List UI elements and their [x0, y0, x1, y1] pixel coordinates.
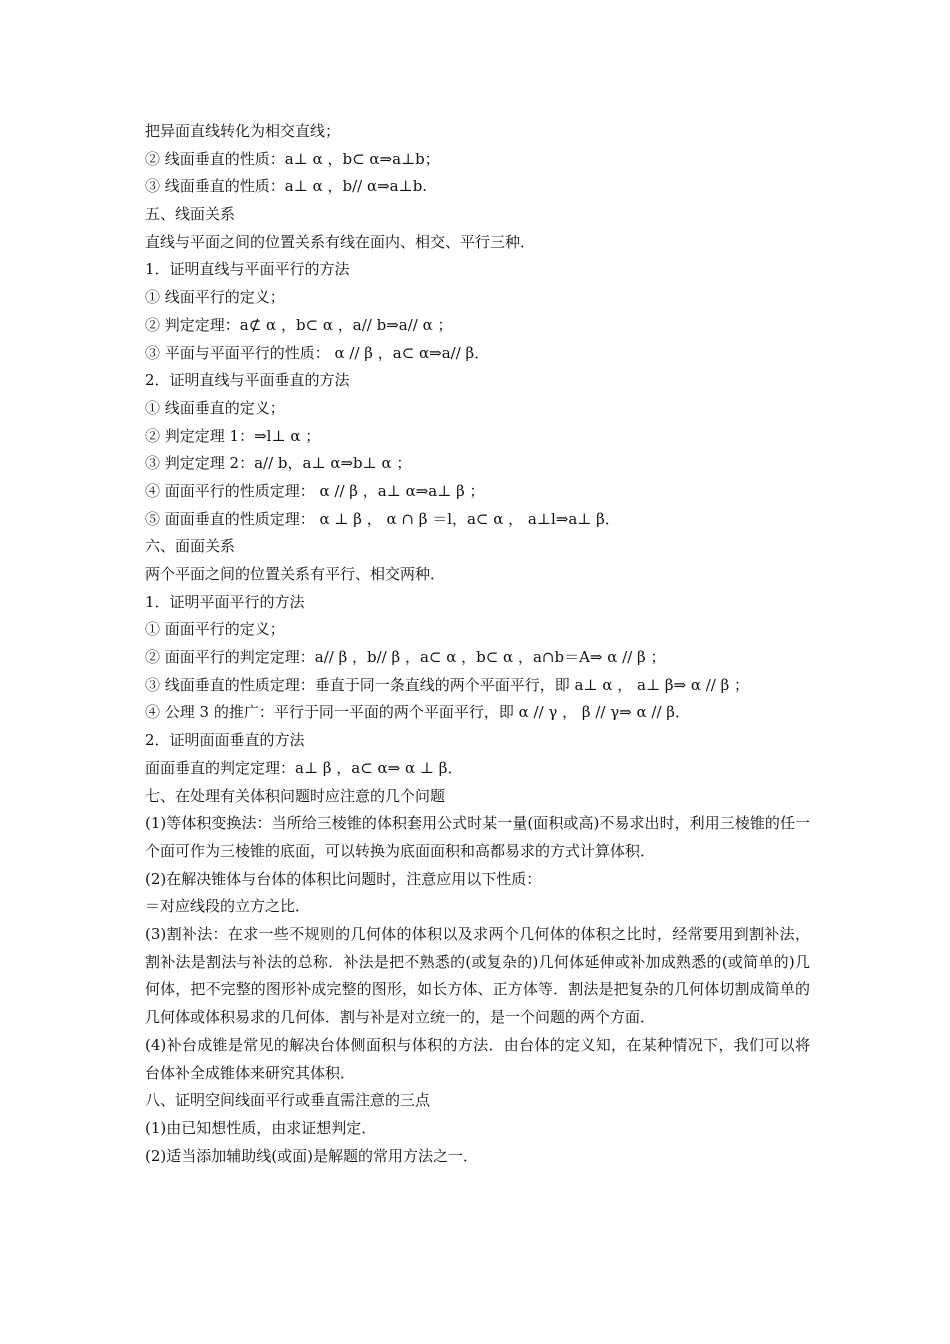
text-line: ① 面面平行的定义； [145, 620, 285, 639]
text-line: ② 线面垂直的性质：a⊥ α ，b⊂ α⇒a⊥b； [145, 149, 440, 168]
section-heading: 七、在处理有关体积问题时应注意的几个问题 [145, 786, 446, 805]
text-line: 直线与平面之间的位置关系有线在面内、相交、平行三种． [145, 232, 536, 251]
subsection-heading: 2．证明直线与平面垂直的方法 [145, 371, 350, 390]
paragraph: ＝对应线段的立方之比． [145, 897, 311, 916]
text-line: ⑤ 面面垂直的性质定理： α ⊥ β ， α ∩ β ＝l，a⊂ α ， a⊥l⇒a⊥ β． [145, 509, 620, 528]
paragraph: (2)适当添加辅助线(或面)是解题的常用方法之一． [145, 1146, 478, 1165]
text-line: ② 判定定理 1：⇒l⊥ α ； [145, 426, 321, 445]
text-line: 把异面直线转化为相交直线； [145, 122, 341, 140]
paragraph: (3)割补法：在求一些不规则的几何体的体积以及求两个几何体的体积之比时，经常要用到割补法，割补法是割法与补法的总称．补法是把不熟悉的(或复杂的)几何体延伸或补加成熟悉的(或简单的)几何体，把不完整的图形补成完整的图形，如长方体、正方体等．割法是把复杂的几何体切割成简单的几何体或体积易求的几何体．割与补是对立统一的，是一个问题的两个方面． [145, 925, 810, 1027]
text-line: ③ 判定定理 2：a// b，a⊥ α⇒b⊥ α ； [145, 454, 412, 473]
subsection-heading: 1．证明直线与平面平行的方法 [145, 260, 350, 279]
paragraph: (4)补台成锥是常见的解决台体侧面积与体积的方法．由台体的定义知，在某种情况下，我们可以将台体补全成锥体来研究其体积． [145, 1035, 810, 1082]
paragraph: (1)由已知想性质，由求证想判定． [145, 1118, 377, 1137]
subsection-heading: 1．证明平面平行的方法 [145, 592, 305, 611]
text-line: ① 线面平行的定义； [145, 288, 285, 307]
text-line: 两个平面之间的位置关系有平行、相交两种． [145, 565, 446, 583]
text-line: ② 判定定理：a⊄ α ，b⊂ α ，a// b⇒a// α ； [145, 315, 453, 334]
text-line: ③ 平面与平面平行的性质： α // β ，a⊂ α⇒a// β． [145, 343, 490, 362]
text-line: ③ 线面垂直的性质定理：垂直于同一条直线的两个平面平行，即 a⊥ α ， a⊥ β⇒ α // β ； [145, 675, 750, 694]
section-heading: 六、面面关系 [145, 537, 236, 556]
section-heading: 五、线面关系 [145, 205, 236, 224]
paragraph: (1)等体积变换法：当所给三棱锥的体积套用公式时某一量(面积或高)不易求出时，利用三棱锥的任一个面可作为三棱锥的底面，可以转换为底面面积和高都易求的方式计算体积． [145, 814, 810, 860]
document-body [145, 118, 810, 1170]
text-line: ① 线面垂直的定义； [145, 398, 285, 417]
text-line: ④ 公理 3 的推广：平行于同一平面的两个平面平行，即 α // γ ， β // γ⇒ α // β． [145, 703, 690, 722]
text-line: ④ 面面平行的性质定理： α // β ，a⊥ α⇒a⊥ β ； [145, 481, 485, 500]
text-line: ③ 线面垂直的性质：a⊥ α ，b// α⇒a⊥b. [145, 177, 428, 196]
section-heading: 八、证明空间线面平行或垂直需注意的三点 [145, 1091, 431, 1110]
text-line: 面面垂直的判定定理：a⊥ β ，a⊂ α⇒ α ⊥ β． [145, 758, 463, 777]
subsection-heading: 2．证明面面垂直的方法 [145, 731, 305, 750]
paragraph: (2)在解决锥体与台体的体积比问题时，注意应用以下性质： [145, 869, 542, 888]
text-line: ② 面面平行的判定定理：a// β ，b// β ，a⊂ α ，b⊂ α ，a∩b＝A⇒ α // β ； [145, 648, 666, 667]
